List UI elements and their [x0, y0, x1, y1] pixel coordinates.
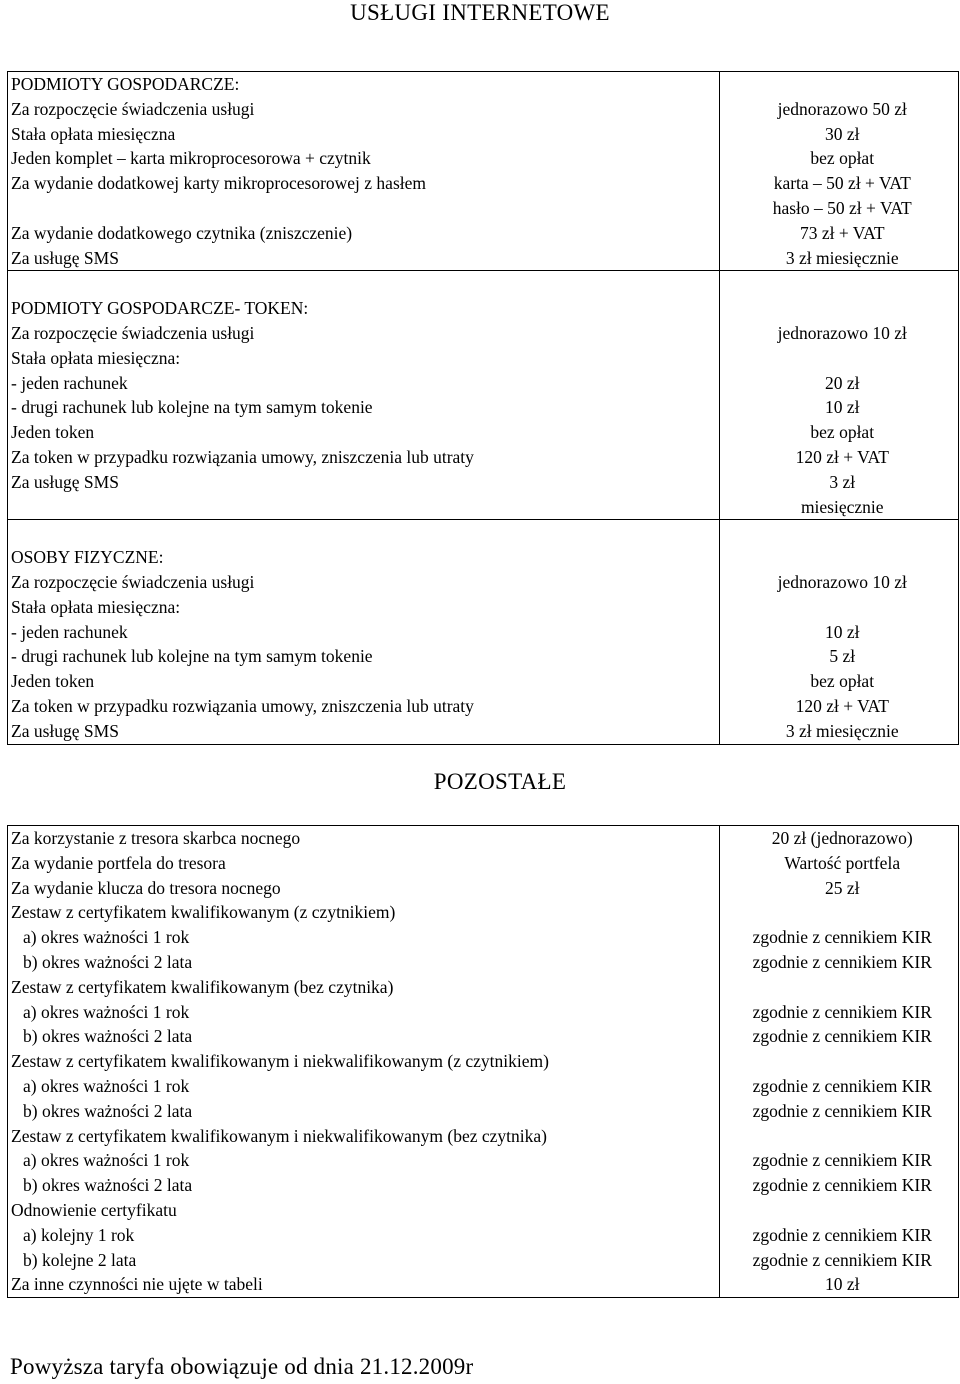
price-value: zgodnie z cennikiem KIR	[752, 1175, 932, 1196]
table-row	[8, 271, 959, 520]
price-value: zgodnie z cennikiem KIR	[752, 1026, 932, 1047]
price-value: 3 zł miesięcznie	[785, 247, 899, 268]
price-value: bez opłat	[810, 671, 875, 692]
service-label: - drugi rachunek lub kolejne na tym samym tokenie	[11, 646, 373, 667]
service-label: a) okres ważności 1 rok	[23, 1075, 190, 1096]
service-label: Za usługę SMS	[11, 720, 119, 741]
service-label: - jeden rachunek	[11, 621, 128, 642]
service-label: Za inne czynności nie ujęte w tabeli	[11, 1274, 263, 1295]
price-value: bez opłat	[810, 422, 875, 443]
price-value: hasło – 50 zł + VAT	[772, 197, 912, 218]
price-value: zgodnie z cennikiem KIR	[752, 1150, 932, 1171]
service-label: Jeden token	[11, 422, 95, 443]
service-label: a) okres ważności 1 rok	[23, 1001, 190, 1022]
service-label: Za korzystanie z tresora skarbca nocnego	[11, 828, 301, 848]
tariff-validity-note: Powyższa taryfa obowiązuje od dnia 21.12.2009r	[10, 1354, 474, 1379]
service-label: a) okres ważności 1 rok	[23, 927, 190, 948]
price-value: karta – 50 zł + VAT	[773, 173, 911, 194]
other-services-price-cell	[720, 826, 959, 1298]
section-heading: PODMIOTY GOSPODARCZE- TOKEN:	[11, 298, 309, 319]
table-row	[8, 72, 959, 271]
service-label: b) okres ważności 2 lata	[23, 1175, 193, 1196]
service-label: Stała opłata miesięczna:	[11, 347, 181, 368]
service-label: Za rozpoczęcie świadczenia usługi	[11, 571, 255, 592]
price-value: 30 zł	[824, 123, 860, 144]
page-title: USŁUGI INTERNETOWE	[350, 0, 610, 25]
price-value: zgodnie z cennikiem KIR	[752, 1075, 932, 1096]
price-value: zgodnie z cennikiem KIR	[752, 951, 932, 972]
other-services-label-cell	[8, 826, 720, 1298]
service-label: Za rozpoczęcie świadczenia usługi	[11, 322, 255, 343]
internet-services-table	[7, 71, 959, 745]
service-label: b) okres ważności 2 lata	[23, 1100, 193, 1121]
section-heading: OSOBY FIZYCZNE:	[11, 547, 164, 568]
section-token-cell	[8, 271, 720, 520]
service-label: b) okres ważności 2 lata	[23, 951, 193, 972]
service-label: b) kolejne 2 lata	[23, 1249, 137, 1270]
price-value: miesięcznie	[800, 496, 884, 517]
price-value: jednorazowo 10 zł	[777, 322, 907, 343]
service-label: - drugi rachunek lub kolejne na tym samym tokenie	[11, 397, 373, 418]
other-services-table	[7, 825, 959, 1298]
service-label: Zestaw z certyfikatem kwalifikowanym i niekwalifikowanym (bez czytnika)	[11, 1125, 547, 1146]
price-value: 120 zł + VAT	[795, 446, 889, 467]
price-value: Wartość portfela	[784, 852, 901, 873]
service-label: Za rozpoczęcie świadczenia usługi	[11, 98, 255, 119]
service-label: Zestaw z certyfikatem kwalifikowanym i niekwalifikowanym (z czytnikiem)	[11, 1051, 549, 1072]
service-label: Za token w przypadku rozwiązania umowy, zniszczenia lub utraty	[11, 695, 474, 716]
service-label: Zestaw z certyfikatem kwalifikowanym (z czytnikiem)	[11, 902, 396, 923]
section-osoby-cell	[8, 520, 720, 744]
service-label: Za usługę SMS	[11, 247, 119, 268]
price-value: 10 zł	[824, 397, 860, 418]
price-value: zgodnie z cennikiem KIR	[752, 1001, 932, 1022]
price-value: 20 zł (jednorazowo)	[771, 828, 913, 848]
service-label: Za usługę SMS	[11, 471, 119, 492]
service-label: Za wydanie portfela do tresora	[11, 852, 226, 873]
section-podmioty-price-cell	[720, 72, 959, 271]
price-value: zgodnie z cennikiem KIR	[752, 1100, 932, 1121]
section-subtitle: POZOSTAŁE	[433, 769, 567, 794]
section-heading: PODMIOTY GOSPODARCZE:	[11, 74, 240, 94]
service-label: b) okres ważności 2 lata	[23, 1026, 193, 1047]
service-label: a) kolejny 1 rok	[23, 1224, 135, 1245]
price-value: 3 zł	[829, 471, 856, 492]
price-value: 20 zł	[824, 372, 860, 393]
service-label: Zestaw z certyfikatem kwalifikowanym (bez czytnika)	[11, 976, 394, 997]
section-podmioty-cell	[8, 72, 720, 271]
service-label: Jeden token	[11, 671, 95, 692]
price-value: zgodnie z cennikiem KIR	[752, 1224, 932, 1245]
table-row	[8, 826, 959, 1298]
service-label: - jeden rachunek	[11, 372, 128, 393]
price-value: 25 zł	[824, 877, 860, 898]
service-label: Za token w przypadku rozwiązania umowy, zniszczenia lub utraty	[11, 446, 474, 467]
section-token-price-cell	[720, 271, 959, 520]
price-value: 5 zł	[829, 646, 856, 667]
price-value: jednorazowo 50 zł	[777, 98, 907, 119]
table-row	[8, 520, 959, 744]
section-osoby-price-cell	[720, 520, 959, 744]
service-label: Stała opłata miesięczna:	[11, 596, 181, 617]
service-label: Stała opłata miesięczna	[11, 123, 176, 144]
price-value: zgodnie z cennikiem KIR	[752, 927, 932, 948]
price-value: 10 zł	[824, 621, 860, 642]
service-label: Jeden komplet – karta mikroprocesorowa + czytnik	[11, 148, 371, 169]
price-value: 73 zł + VAT	[799, 222, 885, 243]
service-label: a) okres ważności 1 rok	[23, 1150, 190, 1171]
service-label: Odnowienie certyfikatu	[11, 1199, 177, 1220]
service-label: Za wydanie klucza do tresora nocnego	[11, 877, 281, 898]
price-value: 3 zł miesięcznie	[785, 720, 899, 741]
service-label: Za wydanie dodatkowego czytnika (zniszczenie)	[11, 222, 353, 243]
price-value: bez opłat	[810, 148, 875, 169]
service-label: Za wydanie dodatkowej karty mikroprocesorowej z hasłem	[11, 173, 427, 194]
price-value: 10 zł	[824, 1274, 860, 1295]
price-value: 120 zł + VAT	[795, 695, 889, 716]
price-value: jednorazowo 10 zł	[777, 571, 907, 592]
price-value: zgodnie z cennikiem KIR	[752, 1249, 932, 1270]
